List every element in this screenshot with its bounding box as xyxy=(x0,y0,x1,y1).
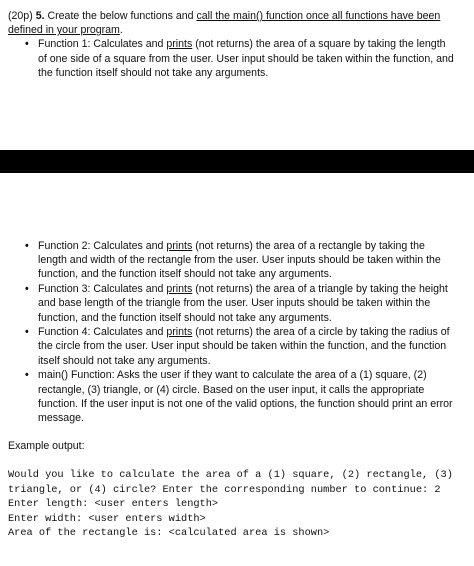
function-text: Function 2: Calculates and xyxy=(38,240,167,252)
code-line: triangle, or (4) circle? Enter the corresponding number to continue: 2 xyxy=(8,483,441,496)
bullet-icon: • xyxy=(25,240,29,252)
code-line: Area of the rectangle is: <calculated area is shown> xyxy=(8,527,330,539)
code-line: Enter length: <user enters length> xyxy=(8,498,219,510)
function-text-rest: (not returns) the area of a square by taking the length of one side of a square from the user. User input should be taken within the function, and the function itself should not take any arguments. xyxy=(38,38,454,79)
function-underlined-word: prints xyxy=(166,240,193,252)
redaction-bar xyxy=(0,150,474,173)
code-line: Enter width: <user enters width> xyxy=(8,512,206,525)
functions-section xyxy=(0,239,474,426)
function-text: Function 3: Calculates and xyxy=(38,283,167,296)
function-text: main() Function: Asks the user if they want to calculate the area of a (1) square, (2) rectangle, (3) triangle, or (4) circle. Based on the user input, it calls the appropriate function. If the user input is not one of the valid options, the function should print an error message. xyxy=(38,369,453,424)
function-2-item xyxy=(0,239,474,282)
function-text: Function 1: Calculates and xyxy=(38,38,167,51)
function-underlined-word: prints xyxy=(166,283,193,296)
example-output-code xyxy=(8,468,453,541)
code-line: Would you like to calculate the area of a (1) square, (2) rectangle, (3) xyxy=(8,469,453,481)
function-1-item xyxy=(0,37,474,80)
function-text-rest: (not returns) the area of a circle by taking the radius of the circle from the user. User input should be taken within the function, and the function itself should not take any arguments. xyxy=(38,326,450,367)
bullet-icon: • xyxy=(25,283,29,296)
question-header-section xyxy=(0,9,474,80)
question-heading xyxy=(0,9,474,37)
function-underlined-word: prints xyxy=(166,326,193,339)
points-label: (20p) xyxy=(8,10,33,22)
bullet-icon: • xyxy=(25,38,29,51)
bullet-icon: • xyxy=(25,369,29,382)
question-number: 5. xyxy=(35,10,45,22)
function-underlined-word: prints xyxy=(166,38,193,51)
bullet-icon: • xyxy=(25,326,29,339)
main-function-item xyxy=(0,368,474,425)
function-text-rest: (not returns) the area of a triangle by taking the height and base length of the triangle from the user. User inputs should be taken within the function, and the function itself should not take any arguments. xyxy=(38,283,448,324)
example-output-label: Example output: xyxy=(8,440,85,452)
function-text-rest: (not returns) the area of a rectangle by taking the length and width of the rectangle from the user. User inputs should be taken within the function, and the function itself should not take any arguments. xyxy=(38,240,441,281)
function-list-bottom xyxy=(0,239,474,425)
question-text-end: . xyxy=(119,24,123,37)
function-list-top xyxy=(0,37,474,80)
question-text: Create the below functions and xyxy=(47,10,197,22)
function-4-item xyxy=(0,325,474,368)
function-3-item xyxy=(0,282,474,325)
question-underlined-text: call the main() function once all functions have been defined in your program xyxy=(8,10,441,37)
function-text: Function 4: Calculates and xyxy=(38,326,167,339)
